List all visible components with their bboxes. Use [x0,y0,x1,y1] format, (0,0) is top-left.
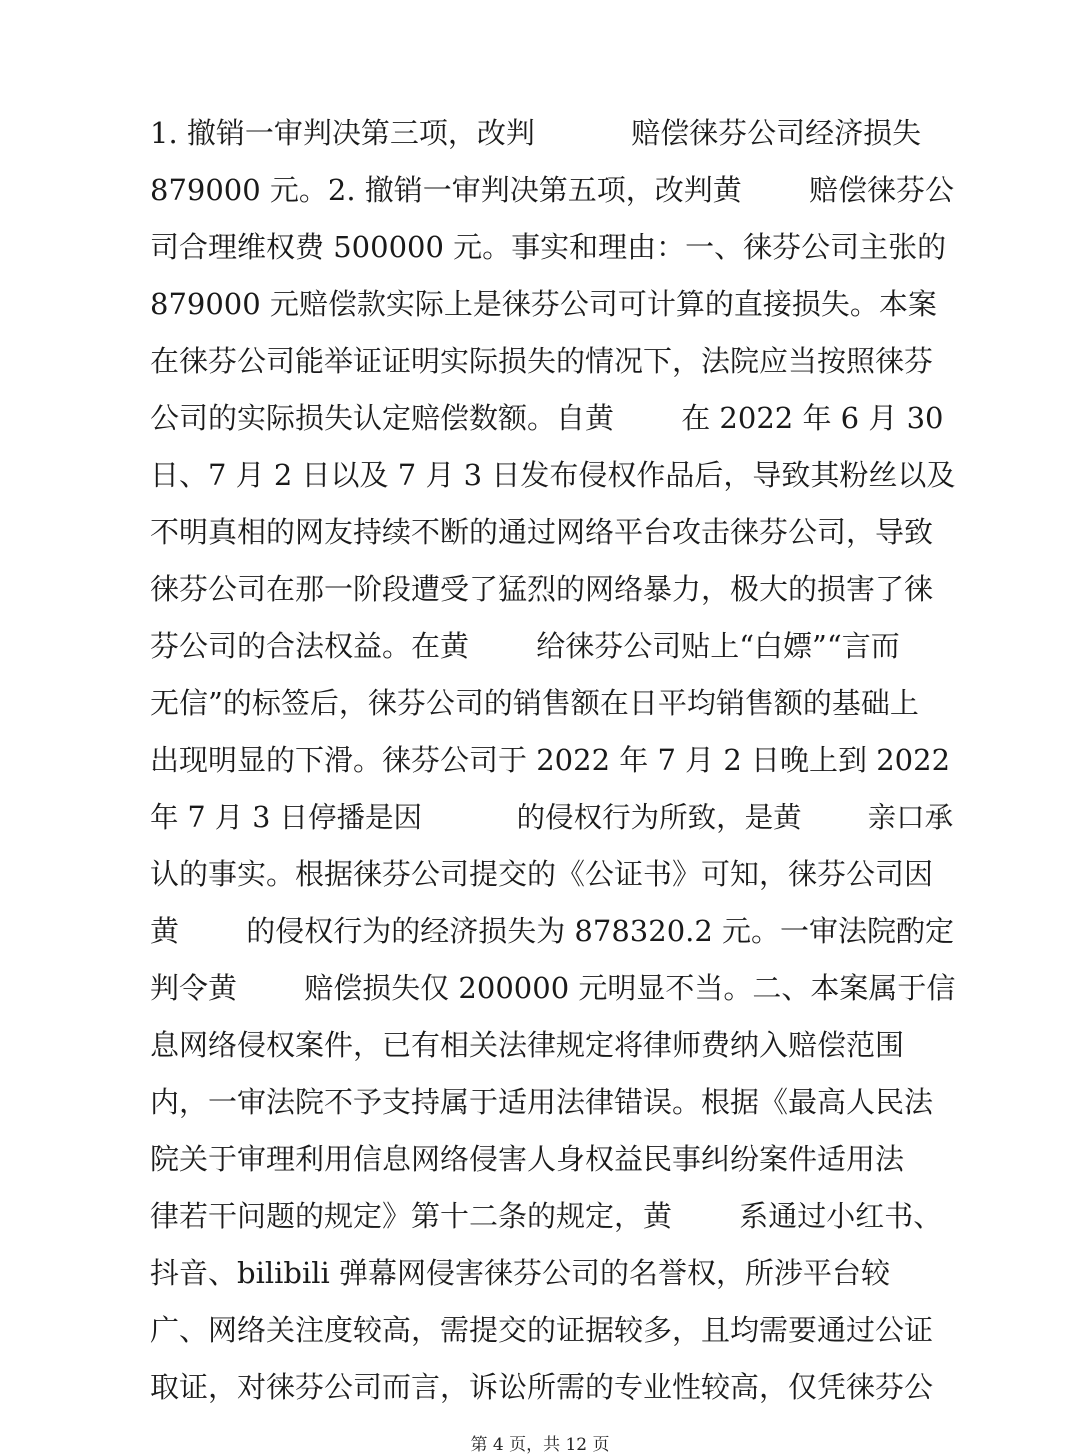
text-line: 无信”的标签后，徕芬公司的销售额在日平均销售额的基础上 [150,686,919,720]
text-line: 公司的实际损失认定赔偿数额。自黄 在 2022 年 6 月 30 [150,401,944,435]
text-line: 年 7 月 3 日停播是因 的侵权行为所致，是黄 亲口承 [150,801,954,834]
text-line: 日、7 月 2 日以及 7 月 3 日发布侵权作品后，导致其粉丝以及 [150,458,956,492]
text-line: 879000 元赔偿款实际上是徕芬公司可计算的直接损失。本案 [150,287,937,321]
text-line: 抖音、bilibili 弹幕网侵害徕芬公司的名誉权，所涉平台较 [150,1256,890,1290]
text-line: 出现明显的下滑。徕芬公司于 2022 年 7 月 2 日晚上到 2022 [150,743,951,777]
text-line: 司合理维权费 500000 元。事实和理由：一、徕芬公司主张的 [150,230,947,264]
text-line: 内，一审法院不予支持属于适用法律错误。根据《最高人民法 [150,1085,934,1119]
text-line: 院关于审理利用信息网络侵害人身权益民事纠纷案件适用法 [150,1142,905,1176]
text-line: 不明真相的网友持续不断的通过网络平台攻击徕芬公司，导致 [150,515,934,549]
document-body [150,105,960,1416]
page-number-footer: 第 4 页，共 12 页 [470,1435,610,1455]
text-line: 徕芬公司在那一阶段遭受了猛烈的网络暴力，极大的损害了徕 [150,572,934,606]
text-line: 879000 元。2. 撤销一审判决第五项，改判黄 赔偿徕芬公 [150,173,955,207]
text-line: 1. 撤销一审判决第三项，改判 赔偿徕芬公司经济损失 [150,116,922,150]
text-line: 黄 的侵权行为的经济损失为 878320.2 元。一审法院酌定 [150,914,955,948]
text-line: 在徕芬公司能举证证明实际损失的情况下，法院应当按照徕芬 [150,344,934,378]
text-line: 取证，对徕芬公司而言，诉讼所需的专业性较高，仅凭徕芬公 [150,1370,934,1404]
text-line: 判令黄 赔偿损失仅 200000 元明显不当。二、本案属于信 [150,971,956,1005]
text-line: 广、网络关注度较高，需提交的证据较多，且均需要通过公证 [150,1313,934,1347]
text-line: 芬公司的合法权益。在黄 给徕芬公司贴上“白嫖”“言而 [150,629,900,663]
text-line: 息网络侵权案件，已有相关法律规定将律师费纳入赔偿范围 [150,1028,905,1062]
text-line: 认的事实。根据徕芬公司提交的《公证书》可知，徕芬公司因 [150,857,934,891]
text-line: 律若干问题的规定》第十二条的规定，黄 系通过小红书、 [150,1199,943,1233]
